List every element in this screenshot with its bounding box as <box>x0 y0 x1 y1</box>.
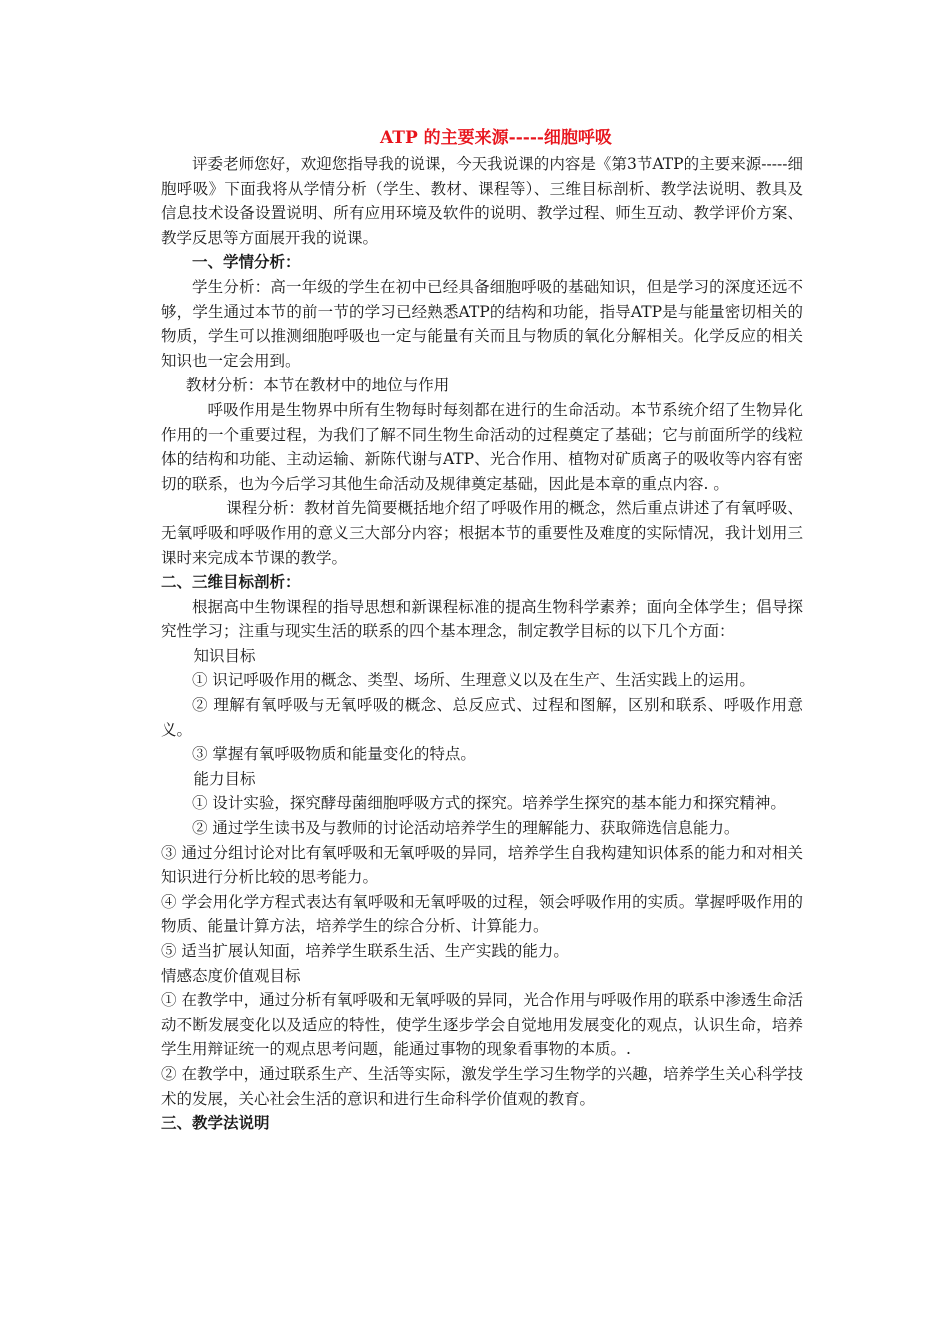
ability-objective-item: ⑤ 适当扩展认知面，培养学生联系生活、生产实践的能力。 <box>161 942 569 960</box>
knowledge-objective-item: ③ 掌握有氧呼吸物质和能量变化的特点。 <box>192 745 476 764</box>
section-heading-3: 三、教学法说明 <box>161 1113 270 1133</box>
section-heading-1: 一、学情分析： <box>192 252 301 272</box>
attitude-objectives-label: 情感态度价值观目标 <box>161 966 301 985</box>
ability-objectives-label: 能力目标 <box>193 769 256 788</box>
ability-objective-item: ② 通过学生读书及与教师的讨论活动培养学生的理解能力、获取筛选信息能力。 <box>192 819 740 838</box>
document-body <box>161 125 803 1136</box>
material-analysis-paragraph: 呼吸作用是生物界中所有生物每时每刻都在进行的生命活动。本节系统介绍了生物异化作用的一个重要过程，为我们了解不同生物生命活动的过程奠定了基础；它与前面所学的线粒体的结构和功能、主动运输、新陈代谢与ATP、光合作用、植物对矿质离子的吸收等内容有密切的联系，也为今后学习其他生命活动及规律奠定基础，因此是本章的重点内容. 。 <box>161 400 803 493</box>
course-analysis-paragraph: 课程分析：教材首先简要概括地介绍了呼吸作用的概念，然后重点讲述了有氧呼吸、无氧呼吸和呼吸作用的意义三大部分内容；根据本节的重要性及难度的实际情况，我计划用三课时来完成本节课的教学。 <box>161 499 803 567</box>
knowledge-objective-item: ② 理解有氧呼吸与无氧呼吸的概念、总反应式、过程和图解，区别和联系、呼吸作用意义。 <box>161 696 803 739</box>
attitude-objective-item: ② 在教学中，通过联系生产、生活等实际，激发学生学习生物学的兴趣，培养学生关心科学技术的发展，关心社会生活的意识和进行生命科学价值观的教育。 <box>161 1064 803 1108</box>
student-analysis-paragraph: 学生分析：高一年级的学生在初中已经具备细胞呼吸的基础知识，但是学习的深度还远不够，学生通过本节的前一节的学习已经熟悉ATP的结构和功能，指导ATP是与能量密切相关的物质，学生可以推测细胞呼吸也一定与能量有关而且与物质的氧化分解相关。化学反应的相关知识也一定会用到。 <box>161 277 803 370</box>
attitude-objective-item: ① 在教学中，通过分析有氧呼吸和无氧呼吸的异同，光合作用与呼吸作用的联系中渗透生命活动不断发展变化以及适应的特性，使学生逐步学会自觉地用发展变化的观点，认识生命，培养学生用辩证统一的观点思考问题，能通过事物的现象看事物的本质。. <box>161 991 803 1059</box>
knowledge-objective-item: ① 识记呼吸作用的概念、类型、场所、生理意义以及在生产、生活实践上的运用。 <box>192 671 755 690</box>
objectives-intro-paragraph: 根据高中生物课程的指导思想和新课程标准的提高生物科学素养；面向全体学生；倡导探究性学习；注重与现实生活的联系的四个基本理念，制定教学目标的以下几个方面： <box>161 597 803 641</box>
knowledge-objectives-label: 知识目标 <box>193 646 256 665</box>
document-title: ATP 的主要来源-----细胞呼吸 <box>380 128 612 148</box>
material-analysis-label: 教材分析：本节在教材中的地位与作用 <box>185 376 450 395</box>
ability-objective-item: ③ 通过分组讨论对比有氧呼吸和无氧呼吸的异同，培养学生自我构建知识体系的能力和对相关知识进行分析比较的思考能力。 <box>161 843 803 887</box>
intro-paragraph: 评委老师您好，欢迎您指导我的说课，今天我说课的内容是《第3节ATP的主要来源-----细胞呼吸》下面我将从学情分析（学生、教材、课程等）、三维目标剖析、教学法说明、教具及信息技术设备设置说明、所有应用环境及软件的说明、教学过程、师生互动、教学评价方案、教学反思等方面展开我的说课。 <box>161 155 803 247</box>
ability-objective-item: ① 设计实验，探究酵母菌细胞呼吸方式的探究。培养学生探究的基本能力和探究精神。 <box>192 794 786 813</box>
section-heading-2: 二、三维目标剖析： <box>161 572 301 592</box>
ability-objective-item: ④ 学会用化学方程式表达有氧呼吸和无氧呼吸的过程，领会呼吸作用的实质。掌握呼吸作用的物质、能量计算方法，培养学生的综合分析、计算能力。 <box>161 892 803 936</box>
